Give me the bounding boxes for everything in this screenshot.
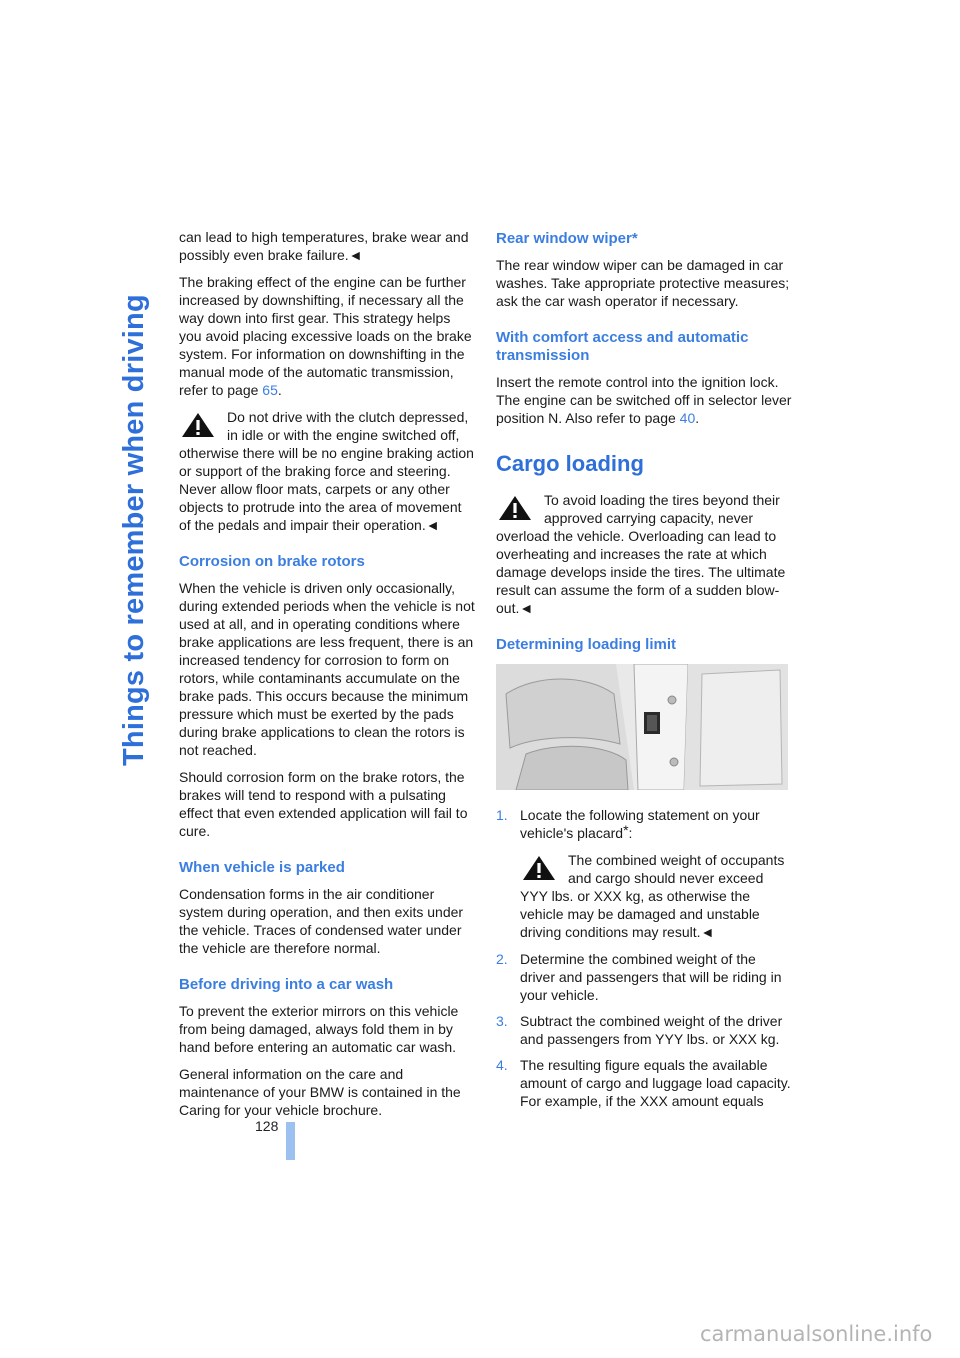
paragraph: Should corrosion form on the brake rotors, the brakes will tend to respond with a pulsating effect that even extended application will fail to cure. [179,769,468,839]
list-item: 3. Subtract the combined weight of the driver and passengers from YYY lbs. or XXX kg. [496,1013,783,1047]
list-item: 4. The resulting figure equals the available amount of cargo and luggage load capacity. For example, if the XXX amount equals [496,1057,791,1109]
warning-note: To avoid loading the tires beyond their approved carrying capacity, never overload the vehicle. Overloading can lead to overheating and increases the rate at which damage develops inside the tires. The ultimate result can assume the form of a sudden blow-out.◄ [496,492,786,616]
paragraph: can lead to high temperatures, brake wear and possibly even brake failure.◄ [179,229,469,263]
heading-loading-limit: Determining loading limit [496,636,677,653]
section-title [114,226,154,766]
list-item: 1. Locate the following statement on your vehicle's placard*: The combined weight of occupants and cargo should never exceed YYY lbs. or XXX kg, as otherwise the vehicle may be damaged and unstable driving conditions may result.◄ [496,806,792,941]
page-reference-link[interactable]: 40 [679,410,696,426]
door-pillar-illustration [496,664,788,790]
paragraph: General information on the care and maintenance of your BMW is contained in the Caring for your vehicle brochure. [179,1066,461,1118]
heading-cargo-loading: Cargo loading [496,451,644,476]
paragraph: To prevent the exterior mirrors on this vehicle from being damaged, always fold them in by hand before entering an automatic car wash. [179,1003,459,1055]
paragraph: When the vehicle is driven only occasionally, during extended periods when the vehicle is not used at all, and in operating conditions where brake applications are less frequent, there is an increased tendency for corrosion to form on rotors, while contaminants accumulate on the brake pads. This occurs because the minimum pressure which must be exerted by the pads during brake applications to clean the rotors is not reached. [179,580,475,758]
warning-triangle-icon [520,854,558,882]
warning-triangle-icon [496,494,534,522]
paragraph: Condensation forms in the air conditioner system during operation, and then exits under the vehicle. Traces of condensed water under the vehicle are therefore normal. [179,886,464,956]
warning-note: The combined weight of occupants and cargo should never exceed YYY lbs. or XXX kg, as otherwise the vehicle may be damaged and unstable driving conditions may result.◄ [520,852,785,940]
heading-carwash: Before driving into a car wash [179,976,394,993]
door-pillar-placard-figure [496,664,788,790]
warning-triangle-icon [179,411,217,439]
paragraph: The braking effect of the engine can be further increased by downshifting, if necessary all the way down into first gear. This strategy helps you avoid placing excessive loads on the brake system. For information on downshifting in the manual mode of the automatic transmission, refer to page 65. [179,274,472,398]
list-item: 2. Determine the combined weight of the driver and passengers that will be riding in your vehicle. [496,951,782,1003]
asterisk-mark: * [623,822,629,838]
page-reference-link[interactable]: 65 [262,382,278,398]
loading-steps-list [496,806,792,1110]
page-number: 128 [255,1118,279,1134]
section-title-text: Things to remember when driving [118,294,150,766]
watermark: carmanualsonline.info [700,1322,933,1346]
left-column [179,228,475,1128]
heading-parked: When vehicle is parked [179,859,345,876]
right-column [496,228,792,1118]
paragraph: The rear window wiper can be damaged in car washes. Take appropriate protective measures; ask the car wash operator if necessary. [496,257,790,309]
heading-comfort-access: With comfort access and automatic transmission [496,329,749,364]
warning-note: Do not drive with the clutch depressed, in idle or with the engine switched off, otherwise there will be no engine braking action or support of the braking force and steering. Never allow floor mats, carpets or any other objects to protrude into the area of movement of the pedals and impair their operation.◄ [179,409,474,533]
heading-wiper: Rear window wiper* [496,230,638,247]
end-mark: ◄ [348,247,363,263]
heading-corrosion: Corrosion on brake rotors [179,553,365,570]
paragraph: Insert the remote control into the ignition lock. The engine can be switched off in selector lever position N. Also refer to page 40. [496,374,792,426]
